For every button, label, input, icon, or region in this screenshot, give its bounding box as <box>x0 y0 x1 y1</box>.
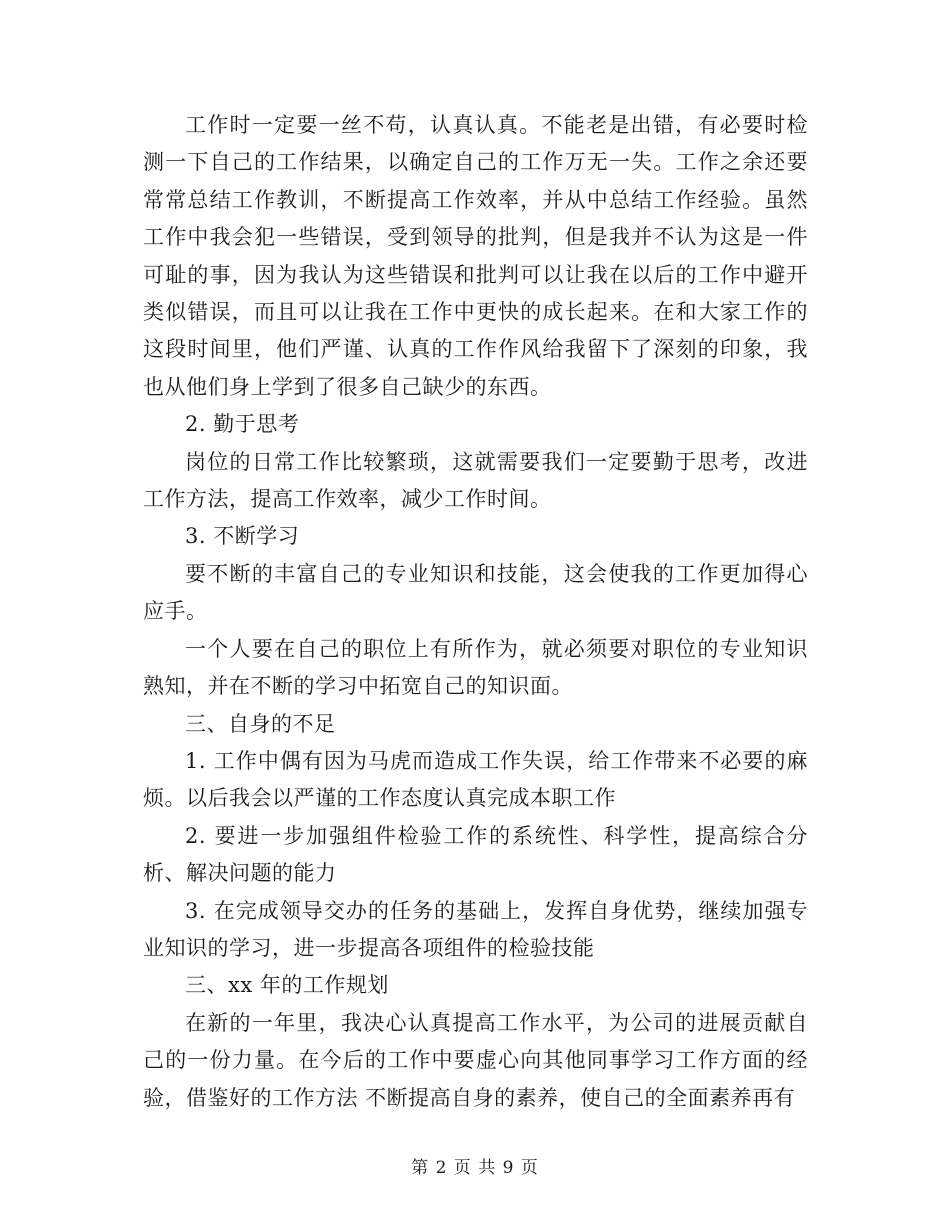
heading-work-plan: 三、xx 年的工作规划 <box>185 973 389 998</box>
paragraph-learning-1: 要不断的丰富自己的专业知识和技能，这会使我的工作更加得心应手。 <box>143 561 808 624</box>
paragraph-shortcoming-2: 2. 要进一步加强组件检验工作的系统性、科学性，提高综合分析、解决问题的能力 <box>143 823 808 886</box>
heading-continuous-learning: 3. 不断学习 <box>185 524 300 549</box>
heading-diligent-thinking: 2. 勤于思考 <box>185 412 300 437</box>
paragraph-work-plan: 在新的一年里，我决心认真提高工作水平，为公司的进展贡献自己的一份力量。在今后的工作中要虚心向其他同事学习工作方面的经验，借鉴好的工作方法 不断提高自身的素养，使自己的全面素养再有 <box>143 1010 808 1110</box>
page-number-footer: 第 2 页 共 9 页 <box>411 1158 539 1178</box>
paragraph-work-attitude: 工作时一定要一丝不苟，认真认真。不能老是出错，有必要时检测一下自己的工作结果，以确定自己的工作万无一失。工作之余还要常常总结工作教训，不断提高工作效率，并从中总结工作经验。虽然工作中我会犯一些错误，受到领导的批判，但是我并不认为这是一件可耻的事，因为我认为这些错误和批判可以让我在以后的工作中避开类似错误，而且可以让我在工作中更快的成长起来。在和大家工作的这段时间里，他们严谨、认真的工作作风给我留下了深刻的印象，我也从他们身上学到了很多自己缺少的东西。 <box>143 113 808 399</box>
paragraph-thinking: 岗位的日常工作比较繁琐，这就需要我们一定要勤于思考，改进工作方法，提高工作效率，减少工作时间。 <box>143 449 808 512</box>
paragraph-learning-2: 一个人要在自己的职位上有所作为，就必须要对职位的专业知识熟知，并在不断的学习中拓宽自己的知识面。 <box>143 636 808 699</box>
paragraph-shortcoming-3: 3. 在完成领导交办的任务的基础上，发挥自身优势，继续加强专业知识的学习，进一步提高各项组件的检验技能 <box>143 898 808 960</box>
paragraph-shortcoming-1: 1. 工作中偶有因为马虎而造成工作失误，给工作带来不必要的麻烦。以后我会以严谨的工作态度认真完成本职工作 <box>143 748 808 811</box>
document-body <box>143 107 808 1117</box>
heading-shortcomings: 三、自身的不足 <box>185 711 336 736</box>
